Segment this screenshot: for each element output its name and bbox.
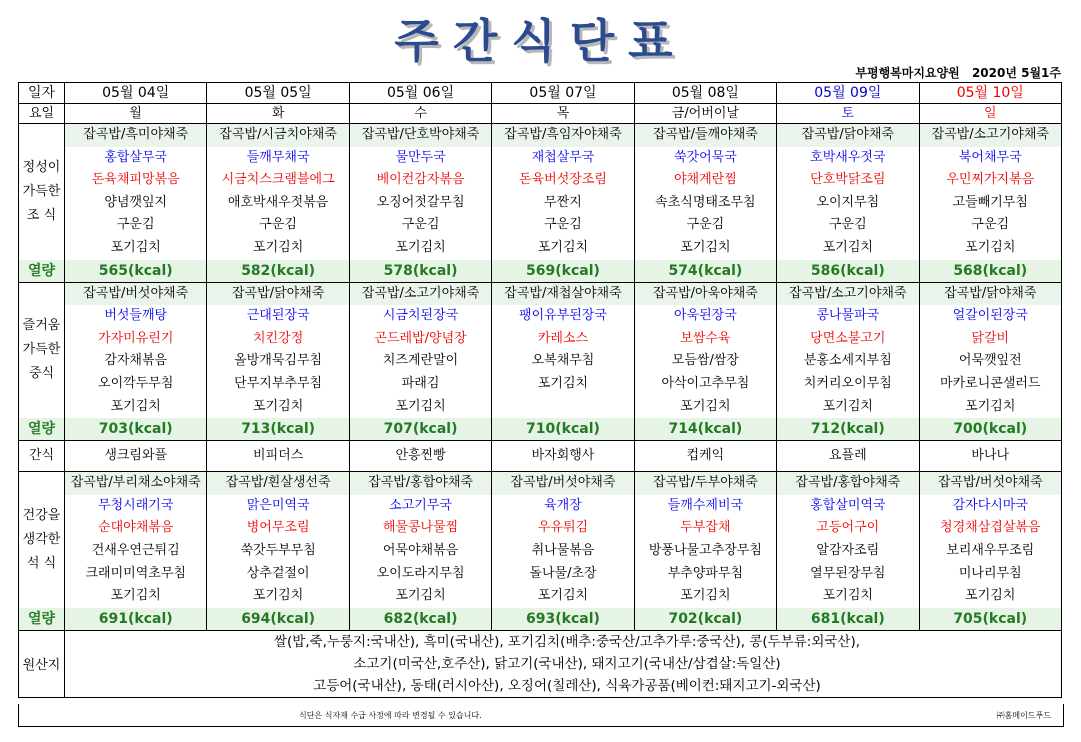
breakfast-kcal-value: 565(kcal) <box>65 260 206 282</box>
breakfast-menu-item: 구운김 <box>116 217 155 233</box>
dinner-day-cell <box>349 472 491 631</box>
breakfast-menu-item: 잡곡밥/닭야채죽 <box>777 124 918 147</box>
lunch-menu-item: 버섯들깨탕 <box>104 308 168 324</box>
lunch-menu-item: 모듬쌈/쌈장 <box>671 353 739 369</box>
breakfast-menu-item: 베이컨감자볶음 <box>376 172 465 188</box>
breakfast-menu-item: 무짠지 <box>544 194 582 210</box>
day-weekday: 일 <box>983 106 997 121</box>
dinner-menu-item: 포기김치 <box>822 588 873 604</box>
lunch-day-cell <box>65 282 207 441</box>
lunch-day-cell <box>777 282 919 441</box>
lunch-menu-item: 콩나물파국 <box>816 308 880 324</box>
lunch-day-cell <box>492 282 634 441</box>
dinner-menu-item: 포기김치 <box>537 588 589 604</box>
lunch-menu-item: 올방개묵김무침 <box>234 353 323 369</box>
breakfast-label-line: 조 식 <box>26 207 57 223</box>
dinner-menu-item: 두부잡채 <box>680 520 731 536</box>
breakfast-menu-item: 포기김치 <box>822 239 873 255</box>
breakfast-kcal-value: 574(kcal) <box>635 260 776 282</box>
breakfast-menu-item: 구운김 <box>828 217 867 233</box>
breakfast-menu-item: 잡곡밥/소고기야채죽 <box>920 124 1061 147</box>
dinner-kcal-value: 682(kcal) <box>350 608 491 630</box>
day-header <box>65 83 207 124</box>
breakfast-menu-item: 오징어젓갈무침 <box>376 194 465 210</box>
lunch-menu-item: 포기김치 <box>253 398 304 414</box>
snack-cell <box>492 441 634 472</box>
origin-label: 원산지 <box>22 658 61 674</box>
lunch-menu-item: 얼갈이된장국 <box>952 308 1028 324</box>
breakfast-kcal-value: 586(kcal) <box>777 260 918 282</box>
dinner-menu-item: 부추양파무침 <box>667 565 744 581</box>
dinner-menu-item: 잡곡밥/버섯야채죽 <box>492 472 633 495</box>
day-date: 05월 05일 <box>207 83 348 104</box>
dinner-menu-item: 잡곡밥/홍합야채죽 <box>350 472 491 495</box>
snack-label-text: 간식 <box>28 448 55 464</box>
breakfast-menu-item: 단호박닭조림 <box>810 172 886 188</box>
day-header <box>207 83 349 124</box>
breakfast-menu-item: 재첩살무국 <box>531 149 595 165</box>
breakfast-menu-item: 물만두국 <box>395 149 446 165</box>
breakfast-day-cell <box>349 124 491 283</box>
dinner-label-line: 석 식 <box>26 555 57 571</box>
lunch-label-line: 즐거움 <box>22 318 61 334</box>
lunch-menu-item: 마카로니콘샐러드 <box>940 375 1041 391</box>
breakfast-menu-item: 포기김치 <box>395 239 446 255</box>
breakfast-day-cell <box>492 124 634 283</box>
day-weekday: 목 <box>556 106 570 121</box>
day-header <box>492 83 634 124</box>
breakfast-menu-item: 북어채무국 <box>958 149 1022 165</box>
snack-cell <box>634 441 776 472</box>
dinner-menu-item: 들깨수제비국 <box>667 497 744 513</box>
lunch-day-cell <box>349 282 491 441</box>
dinner-menu-item: 건새우연근튀김 <box>91 542 180 558</box>
lunch-menu-item: 시금치된장국 <box>382 308 459 324</box>
dinner-label-cell <box>19 472 65 631</box>
day-weekday: 월 <box>129 106 142 121</box>
lunch-menu-item: 포기김치 <box>110 398 161 414</box>
header-label-cell <box>19 83 65 124</box>
breakfast-menu-item: 잡곡밥/시금치야채죽 <box>207 124 348 147</box>
snack-item: 요플레 <box>828 448 867 464</box>
lunch-menu-item: 잡곡밥/소고기야채죽 <box>350 283 491 306</box>
breakfast-label-cell <box>19 124 65 283</box>
lunch-kcal-value: 707(kcal) <box>350 418 491 440</box>
breakfast-menu-item: 쑥갓어묵국 <box>674 149 737 165</box>
date-label: 일자 <box>19 83 64 104</box>
breakfast-kcal-label: 열량 <box>19 260 64 282</box>
dinner-menu-item: 돌나물/초장 <box>529 565 597 581</box>
day-header <box>349 83 491 124</box>
dinner-menu-item: 취나물볶음 <box>531 542 595 558</box>
breakfast-menu-item: 오이지무침 <box>816 194 880 210</box>
breakfast-menu-item: 포기김치 <box>965 239 1016 255</box>
lunch-menu-item: 오복채무침 <box>531 353 595 369</box>
lunch-menu-item: 닭갈비 <box>971 330 1010 346</box>
dinner-label-line: 건강을 <box>22 507 61 523</box>
snack-cell <box>207 441 349 472</box>
dinner-row <box>19 472 1062 631</box>
day-weekday: 토 <box>841 106 855 121</box>
breakfast-menu-item: 야채계란찜 <box>674 172 737 188</box>
dinner-menu-item: 홍합살미역국 <box>810 497 886 513</box>
dinner-menu-item: 오이도라지무침 <box>376 565 465 581</box>
dinner-menu-item: 잡곡밥/부리채소야채죽 <box>65 472 206 495</box>
breakfast-menu-item: 고들빼기무침 <box>952 194 1028 210</box>
dinner-menu-item: 알감자조림 <box>816 542 880 558</box>
dinner-menu-item: 상추겉절이 <box>246 565 310 581</box>
lunch-menu-item: 오이깍두무침 <box>98 375 174 391</box>
breakfast-menu-item: 포기김치 <box>253 239 304 255</box>
lunch-menu-item: 포기김치 <box>395 398 446 414</box>
dinner-day-cell <box>777 472 919 631</box>
lunch-menu-item: 근대된장국 <box>246 308 310 324</box>
snack-item: 생크림와플 <box>104 448 168 464</box>
dinner-label-line: 생각한 <box>22 531 61 547</box>
lunch-day-cell <box>919 282 1061 441</box>
snack-item: 바나나 <box>971 448 1010 464</box>
breakfast-row <box>19 124 1062 283</box>
dinner-menu-item: 잡곡밥/흰살생선죽 <box>207 472 348 495</box>
breakfast-menu-item: 포기김치 <box>110 239 161 255</box>
breakfast-menu-item: 들깨무채국 <box>246 149 310 165</box>
facility-info <box>847 64 1061 81</box>
dinner-menu-item: 잡곡밥/홍합야채죽 <box>777 472 918 495</box>
dinner-menu-item: 미나리무침 <box>958 565 1022 581</box>
breakfast-menu-item: 구운김 <box>686 217 725 233</box>
dinner-menu-item: 포기김치 <box>253 588 304 604</box>
breakfast-day-cell <box>65 124 207 283</box>
lunch-menu-item: 포기김치 <box>965 398 1016 414</box>
dinner-day-cell <box>919 472 1061 631</box>
footer-notice: 식단은 식자재 수급 사정에 따라 변경될 수 있습니다. <box>299 711 482 720</box>
lunch-menu-item: 아욱된장국 <box>674 308 737 324</box>
day-weekday: 화 <box>271 106 285 121</box>
breakfast-menu-item: 호박새우젓국 <box>810 149 886 165</box>
breakfast-kcal-value: 582(kcal) <box>207 260 348 282</box>
origin-label-cell <box>19 630 65 697</box>
day-label: 요일 <box>28 106 55 121</box>
lunch-menu-item: 카레소스 <box>537 330 589 346</box>
snack-item: 비피더스 <box>253 448 304 464</box>
snack-item: 안흥찐빵 <box>395 448 446 464</box>
dinner-day-cell <box>492 472 634 631</box>
lunch-menu-item <box>492 396 633 419</box>
origin-line: 소고기(미국산,호주산), 닭고기(국내산), 돼지고기(국내산/삼겹살:독일산) <box>353 655 781 672</box>
dinner-menu-item: 쑥갓두부무침 <box>240 542 316 558</box>
dinner-menu-item: 병어무조림 <box>246 520 310 536</box>
lunch-kcal-value: 713(kcal) <box>207 418 348 440</box>
breakfast-day-cell <box>207 124 349 283</box>
dinner-menu-item: 해물콩나물찜 <box>382 520 459 536</box>
lunch-menu-item: 곤드레밥/양념장 <box>374 330 467 346</box>
dinner-menu-item: 우유튀김 <box>537 520 589 536</box>
lunch-kcal-value: 710(kcal) <box>492 418 633 440</box>
dinner-kcal-label: 열량 <box>19 608 64 630</box>
week-label: 2020년 5월1주 <box>971 66 1061 80</box>
lunch-kcal-value: 712(kcal) <box>777 418 918 440</box>
lunch-menu-item: 잡곡밥/재첩살야채죽 <box>492 283 633 306</box>
day-date: 05월 09일 <box>777 83 918 104</box>
breakfast-menu-item: 잡곡밥/들깨야채죽 <box>635 124 776 147</box>
lunch-label-box <box>19 283 64 419</box>
breakfast-menu-item: 애호박새우젓볶음 <box>227 194 329 210</box>
dinner-menu-item: 순대야채볶음 <box>98 520 174 536</box>
breakfast-menu-item: 돈육버섯장조림 <box>519 172 607 188</box>
breakfast-day-cell <box>634 124 776 283</box>
breakfast-kcal-value: 569(kcal) <box>492 260 633 282</box>
dinner-menu-item: 방풍나물고추장무침 <box>648 542 762 558</box>
dinner-menu-item: 소고기무국 <box>389 497 452 513</box>
breakfast-label-box <box>19 124 64 260</box>
snack-row <box>19 441 1062 472</box>
snack-item: 바자회행사 <box>531 448 595 464</box>
header-row <box>19 83 1062 124</box>
lunch-menu-item: 감자채볶음 <box>104 353 168 369</box>
lunch-menu-item: 잡곡밥/닭야채죽 <box>920 283 1061 306</box>
lunch-menu-item: 보쌈수육 <box>680 330 731 346</box>
breakfast-kcal-value: 568(kcal) <box>920 260 1061 282</box>
menu-table <box>18 82 1062 698</box>
dinner-menu-item: 보리새우무조림 <box>946 542 1035 558</box>
dinner-menu-item: 열무된장무침 <box>810 565 886 581</box>
dinner-menu-item: 포기김치 <box>110 588 161 604</box>
lunch-kcal-value: 703(kcal) <box>65 418 206 440</box>
lunch-menu-item: 가자미유린기 <box>98 330 174 346</box>
dinner-menu-item: 잡곡밥/두부야채죽 <box>635 472 776 495</box>
breakfast-menu-item: 홍합살무국 <box>104 149 168 165</box>
breakfast-menu-item: 돈육채피망볶음 <box>91 172 180 188</box>
dinner-kcal-value: 694(kcal) <box>207 608 348 630</box>
breakfast-menu-item: 시금치스크램블에그 <box>221 172 335 188</box>
breakfast-menu-item: 잡곡밥/흑임자야채죽 <box>492 124 633 147</box>
breakfast-label-line: 정성이 <box>22 159 61 175</box>
day-header <box>634 83 776 124</box>
breakfast-menu-item: 우민찌가지볶음 <box>946 172 1035 188</box>
dinner-menu-item: 고등어구이 <box>816 520 880 536</box>
lunch-row <box>19 282 1062 441</box>
origin-row <box>19 630 1062 697</box>
lunch-menu-item: 팽이유부된장국 <box>519 308 607 324</box>
snack-cell <box>349 441 491 472</box>
dinner-menu-item: 청경채삼겹살볶음 <box>940 520 1041 536</box>
lunch-menu-item: 어묵깻잎전 <box>958 353 1022 369</box>
dinner-day-cell <box>634 472 776 631</box>
breakfast-menu-item: 구운김 <box>259 217 297 233</box>
lunch-menu-item: 파래김 <box>401 375 440 391</box>
day-date: 05월 04일 <box>65 83 206 104</box>
lunch-kcal-value: 714(kcal) <box>635 418 776 440</box>
dinner-day-cell <box>207 472 349 631</box>
dinner-day-cell <box>65 472 207 631</box>
origin-line: 고등어(국내산), 동태(러시아산), 오징어(칠레산), 식육가공품(베이컨:돼지고기-외국산) <box>313 677 821 694</box>
snack-cell <box>65 441 207 472</box>
dinner-menu-item: 포기김치 <box>965 588 1016 604</box>
lunch-menu-item: 포기김치 <box>822 398 873 414</box>
day-date: 05월 08일 <box>635 83 776 104</box>
lunch-menu-item: 치즈계란말이 <box>382 353 459 369</box>
lunch-day-cell <box>207 282 349 441</box>
dinner-kcal-value: 702(kcal) <box>635 608 776 630</box>
facility-name: 부평행복마지요양원 <box>855 66 960 80</box>
day-header <box>919 83 1061 124</box>
lunch-menu-item: 잡곡밥/소고기야채죽 <box>777 283 918 306</box>
lunch-menu-item: 잡곡밥/버섯야채죽 <box>65 283 206 306</box>
dinner-label-box <box>19 472 64 608</box>
dinner-menu-item: 육개장 <box>544 497 582 513</box>
dinner-menu-item: 무청시래기국 <box>98 497 174 513</box>
dinner-kcal-value: 705(kcal) <box>920 608 1061 630</box>
lunch-label-line: 가득한 <box>22 342 61 358</box>
day-date: 05월 10일 <box>920 83 1061 104</box>
snack-cell <box>919 441 1061 472</box>
snack-cell <box>777 441 919 472</box>
lunch-kcal-value: 700(kcal) <box>920 418 1061 440</box>
breakfast-menu-item: 잡곡밥/단호박야채죽 <box>350 124 491 147</box>
dinner-menu-item: 포기김치 <box>395 588 446 604</box>
dinner-menu-item: 감자다시마국 <box>952 497 1028 513</box>
day-weekday: 금/어버이날 <box>671 106 739 121</box>
dinner-menu-item: 크래미미역초무침 <box>85 565 186 581</box>
lunch-day-cell <box>634 282 776 441</box>
dinner-menu-item: 어묵야채볶음 <box>382 542 459 558</box>
breakfast-day-cell <box>777 124 919 283</box>
breakfast-menu-item: 포기김치 <box>537 239 589 255</box>
day-weekday: 수 <box>414 106 427 121</box>
breakfast-menu-item: 구운김 <box>544 217 582 233</box>
lunch-menu-item: 치킨강정 <box>253 330 304 346</box>
snack-label <box>19 441 65 472</box>
breakfast-menu-item: 구운김 <box>971 217 1010 233</box>
breakfast-menu-item: 구운김 <box>401 217 440 233</box>
dinner-menu-item: 포기김치 <box>680 588 731 604</box>
lunch-menu-item: 포기김치 <box>680 398 731 414</box>
breakfast-menu-item: 잡곡밥/흑미야채죽 <box>65 124 206 147</box>
lunch-menu-item: 당면소불고기 <box>810 330 886 346</box>
breakfast-kcal-value: 578(kcal) <box>350 260 491 282</box>
dinner-kcal-value: 693(kcal) <box>492 608 633 630</box>
lunch-menu-item: 잡곡밥/아욱야채죽 <box>635 283 776 306</box>
breakfast-menu-item: 양념깻잎지 <box>104 194 168 210</box>
lunch-label-cell <box>19 282 65 441</box>
origin-text-cell <box>65 630 1062 697</box>
lunch-label-line: 중식 <box>28 366 55 382</box>
dinner-kcal-value: 681(kcal) <box>777 608 918 630</box>
lunch-menu-item: 아삭이고추무침 <box>661 375 750 391</box>
origin-line: 쌀(밥,죽,누룽지:국내산), 흑미(국내산), 포기김치(배추:중국산/고추가루:중국산), 콩(두부류:외국산), <box>273 633 860 650</box>
day-header <box>777 83 919 124</box>
breakfast-day-cell <box>919 124 1061 283</box>
dinner-menu-item: 맑은미역국 <box>246 497 310 513</box>
dinner-kcal-value: 691(kcal) <box>65 608 206 630</box>
lunch-menu-item: 치커리오이무침 <box>803 375 892 391</box>
footer <box>18 704 1064 727</box>
breakfast-menu-item: 포기김치 <box>680 239 731 255</box>
snack-item: 컵케익 <box>686 448 725 464</box>
lunch-menu-item: 잡곡밥/닭야채죽 <box>207 283 348 306</box>
lunch-menu-item: 분홍소세지부침 <box>803 353 892 369</box>
footer-company: ㈜홈메이드푸드 <box>996 711 1051 720</box>
day-date: 05월 07일 <box>492 83 633 104</box>
breakfast-label-line: 가득한 <box>22 183 61 199</box>
lunch-menu-item: 포기김치 <box>537 375 589 391</box>
day-date: 05월 06일 <box>350 83 491 104</box>
lunch-menu-item: 단무지부추무침 <box>234 375 323 391</box>
breakfast-menu-item: 속초식명태조무침 <box>655 194 756 210</box>
page-title: 주간식단표 <box>394 14 687 68</box>
lunch-kcal-label: 열량 <box>19 418 64 440</box>
dinner-menu-item: 잡곡밥/버섯야채죽 <box>920 472 1061 495</box>
